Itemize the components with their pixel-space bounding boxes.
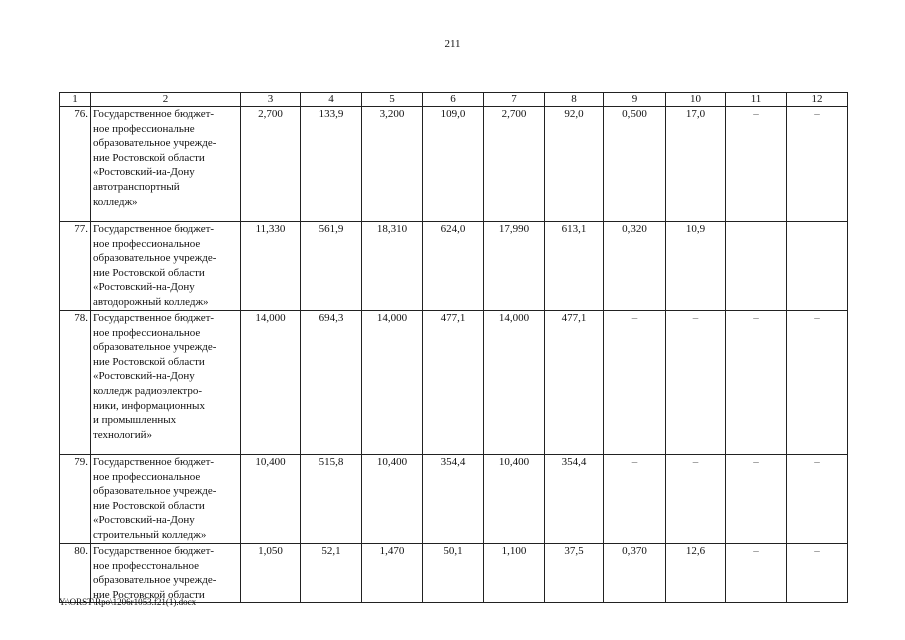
- value-cell: –: [604, 455, 666, 544]
- value-cell: 515,8: [301, 455, 362, 544]
- header-cell: 1: [60, 93, 91, 107]
- value-cell: –: [787, 455, 848, 544]
- value-cell: 1,100: [484, 544, 545, 603]
- header-cell: 8: [545, 93, 604, 107]
- value-cell: [787, 222, 848, 311]
- value-cell: 14,000: [241, 311, 301, 455]
- header-cell: 11: [726, 93, 787, 107]
- value-cell: –: [666, 455, 726, 544]
- header-cell: 3: [241, 93, 301, 107]
- header-cell: 7: [484, 93, 545, 107]
- value-cell: 1,050: [241, 544, 301, 603]
- value-cell: 37,5: [545, 544, 604, 603]
- value-cell: 2,700: [484, 107, 545, 222]
- value-cell: –: [726, 107, 787, 222]
- value-cell: 133,9: [301, 107, 362, 222]
- value-cell: 561,9: [301, 222, 362, 311]
- value-cell: [726, 222, 787, 311]
- row-number: 77.: [60, 222, 91, 311]
- header-cell: 12: [787, 93, 848, 107]
- value-cell: –: [787, 107, 848, 222]
- institution-name: Государственное бюджет- ное профессиональне образовательное учрежде- ние Ростовской области «Ростовский-иа-Дону автотранспортный колледж»: [91, 107, 241, 222]
- value-cell: –: [787, 311, 848, 455]
- value-cell: 17,0: [666, 107, 726, 222]
- value-cell: 10,400: [241, 455, 301, 544]
- value-cell: 624,0: [423, 222, 484, 311]
- header-cell: 2: [91, 93, 241, 107]
- table-row: [60, 107, 848, 222]
- value-cell: 11,330: [241, 222, 301, 311]
- value-cell: 0,500: [604, 107, 666, 222]
- table-row: [60, 544, 848, 603]
- value-cell: 477,1: [423, 311, 484, 455]
- value-cell: –: [666, 311, 726, 455]
- row-number: 78.: [60, 311, 91, 455]
- row-number: 80.: [60, 544, 91, 603]
- value-cell: 18,310: [362, 222, 423, 311]
- value-cell: 0,370: [604, 544, 666, 603]
- value-cell: 2,700: [241, 107, 301, 222]
- footer-file-path: Y:\ORST\Rpo\1206r1053.f21(1).docx: [59, 597, 197, 607]
- value-cell: 52,1: [301, 544, 362, 603]
- institution-name: Государственное бюджет- ное профессиональное образовательное учрежде- ние Ростовской области «Ростовский-на-Дону автодорожный колледж»: [91, 222, 241, 311]
- table-row: [60, 311, 848, 455]
- value-cell: 17,990: [484, 222, 545, 311]
- header-cell: 5: [362, 93, 423, 107]
- value-cell: 92,0: [545, 107, 604, 222]
- value-cell: 10,400: [484, 455, 545, 544]
- value-cell: 3,200: [362, 107, 423, 222]
- row-number: 76.: [60, 107, 91, 222]
- value-cell: 14,000: [484, 311, 545, 455]
- value-cell: 1,470: [362, 544, 423, 603]
- institution-name: Государственное бюджет- ное профессиональное образовательное учрежде- ние Ростовской области «Ростовский-на-Дону колледж радиоэлектро- ники, информационных и промышленных технологий»: [91, 311, 241, 455]
- table-row: [60, 222, 848, 311]
- header-cell: 10: [666, 93, 726, 107]
- value-cell: 14,000: [362, 311, 423, 455]
- data-table: [59, 92, 848, 603]
- value-cell: 10,9: [666, 222, 726, 311]
- value-cell: 613,1: [545, 222, 604, 311]
- table-body: [60, 107, 848, 603]
- header-row: [60, 93, 848, 107]
- header-cell: 4: [301, 93, 362, 107]
- row-number: 79.: [60, 455, 91, 544]
- value-cell: –: [726, 311, 787, 455]
- value-cell: –: [787, 544, 848, 603]
- value-cell: –: [726, 455, 787, 544]
- value-cell: 694,3: [301, 311, 362, 455]
- value-cell: 354,4: [423, 455, 484, 544]
- value-cell: 10,400: [362, 455, 423, 544]
- header-cell: 9: [604, 93, 666, 107]
- header-cell: 6: [423, 93, 484, 107]
- value-cell: –: [726, 544, 787, 603]
- value-cell: 12,6: [666, 544, 726, 603]
- value-cell: 109,0: [423, 107, 484, 222]
- value-cell: –: [604, 311, 666, 455]
- institution-name: Государственное бюджет- ное професстональное образовательное учрежде- ние Ростовской области: [91, 544, 241, 603]
- institution-name: Государственное бюджет- ное профессиональное образовательное учрежде- ние Ростовской области «Ростовский-на-Дону строительный колледж»: [91, 455, 241, 544]
- value-cell: 354,4: [545, 455, 604, 544]
- value-cell: 0,320: [604, 222, 666, 311]
- value-cell: 50,1: [423, 544, 484, 603]
- table-row: [60, 455, 848, 544]
- page-number: 211: [444, 38, 461, 50]
- value-cell: 477,1: [545, 311, 604, 455]
